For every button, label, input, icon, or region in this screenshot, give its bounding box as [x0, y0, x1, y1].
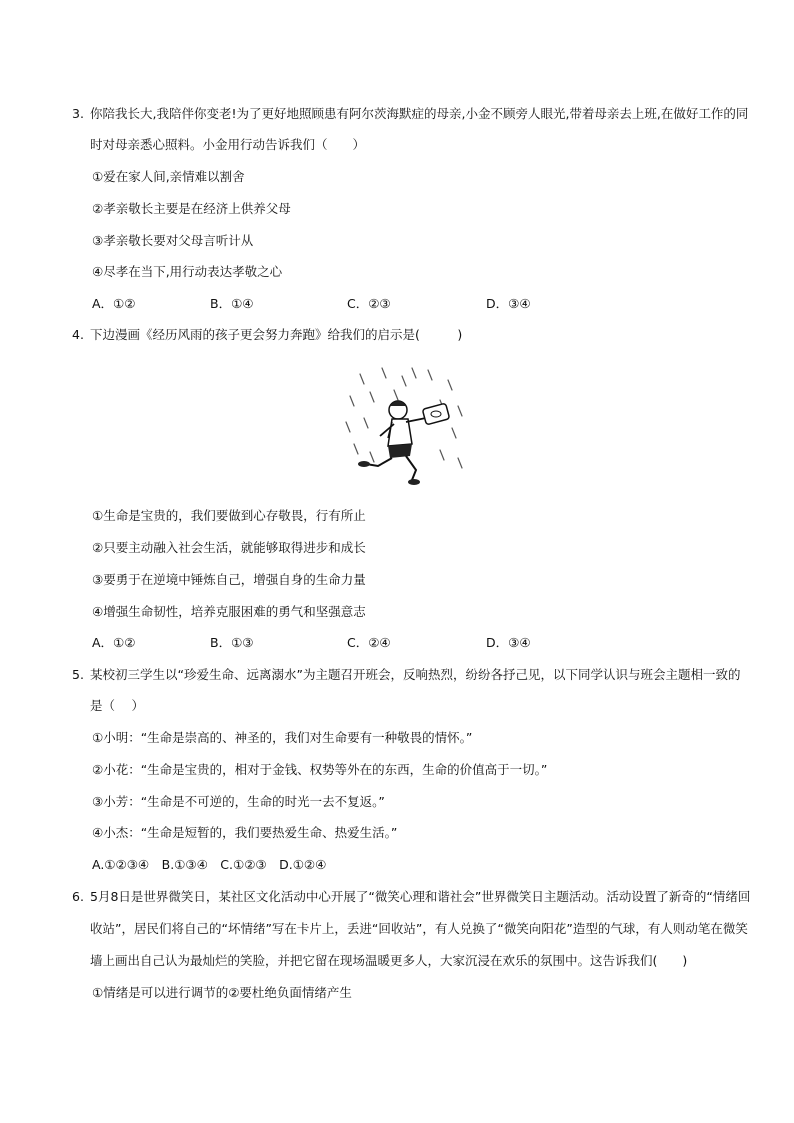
question-4-choice-a[interactable]: A．①②	[92, 635, 136, 650]
question-number-4: 4.	[72, 327, 84, 342]
question-3-choice-b[interactable]: B．①④	[210, 296, 254, 311]
question-5-choices[interactable]: A.①②③④ B.①③④ C.①②③ D.①②④	[92, 857, 327, 872]
question-5-statement-1: ①小明：“生命是崇高的、神圣的，我们对生命要有一种敬畏的情怀。”	[92, 730, 473, 745]
question-4-statement-2: ②只要主动融入社会生活，就能够取得进步和成长	[92, 540, 366, 555]
cartoon-illustration	[340, 366, 468, 490]
question-6-stem-line-3: 墙上画出自己认为最灿烂的笑脸，并把它留在现场温暖更多人，大家沉浸在欢乐的氛围中。这告诉我们( )	[90, 953, 688, 968]
question-3-stem-line-2: 时对母亲悉心照料。小金用行动告诉我们（ ）	[90, 137, 366, 152]
question-number-3: 3.	[72, 106, 84, 121]
question-6-statement-1: ①情绪是可以进行调节的②要杜绝负面情绪产生	[92, 985, 352, 1000]
question-5-statement-2: ②小花：“生命是宝贵的，相对于金钱、权势等外在的东西，生命的价值高于一切。”	[92, 762, 548, 777]
question-5-statement-3: ③小芳：“生命是不可逆的，生命的时光一去不复返。”	[92, 794, 385, 809]
question-4-choice-b[interactable]: B．①③	[210, 635, 254, 650]
question-3-choice-a[interactable]: A．①②	[92, 296, 136, 311]
question-3-choice-d[interactable]: D．③④	[486, 296, 531, 311]
question-number-5: 5.	[72, 667, 84, 682]
question-5-stem-line-1: 某校初三学生以“珍爱生命、远离溺水”为主题召开班会，反响热烈，纷纷各抒己见，以下同学认识与班会主题相一致的	[90, 667, 741, 682]
question-3-statement-3: ③孝亲敬长要对父母言听计从	[92, 233, 254, 248]
cartoon-child-running-in-rain	[340, 366, 468, 490]
question-4-choice-d[interactable]: D．③④	[486, 635, 531, 650]
question-6-stem-line-2: 收站”，居民们将自己的“坏情绪”写在卡片上，丢进“回收站”，有人兑换了“微笑向阳花”造型的气球，有人则动笔在微笑	[90, 921, 748, 936]
question-3-statement-1: ①爱在家人间,亲情难以割舍	[92, 169, 245, 184]
question-3-stem-line-1: 你陪我长大,我陪伴你变老!为了更好地照顾患有阿尔茨海默症的母亲,小金不顾旁人眼光,带着母亲去上班,在做好工作的同	[90, 106, 749, 121]
question-3-statement-2: ②孝亲敬长主要是在经济上供养父母	[92, 201, 291, 216]
question-5-stem-line-2: 是（ ）	[90, 698, 144, 713]
question-4-stem-line-1: 下边漫画《经历风雨的孩子更会努力奔跑》给我们的启示是( )	[90, 327, 463, 342]
question-6-stem-line-1: 5月8日是世界微笑日，某社区文化活动中心开展了“微笑心理和谐社会”世界微笑日主题活动。活动设置了新奇的“情绪回	[90, 889, 751, 904]
question-5-statement-4: ④小杰：“生命是短暂的，我们要热爱生命、热爱生活。”	[92, 825, 398, 840]
question-4-statement-3: ③要勇于在逆境中锤炼自己，增强自身的生命力量	[92, 572, 366, 587]
question-4-statement-1: ①生命是宝贵的，我们要做到心存敬畏，行有所止	[92, 508, 366, 523]
question-4-statement-4: ④增强生命韧性，培养克服困难的勇气和坚强意志	[92, 604, 366, 619]
question-4-choice-c[interactable]: C．②④	[347, 635, 391, 650]
question-number-6: 6.	[72, 889, 84, 904]
question-3-statement-4: ④尽孝在当下,用行动表达孝敬之心	[92, 264, 283, 279]
question-3-choice-c[interactable]: C．②③	[347, 296, 391, 311]
